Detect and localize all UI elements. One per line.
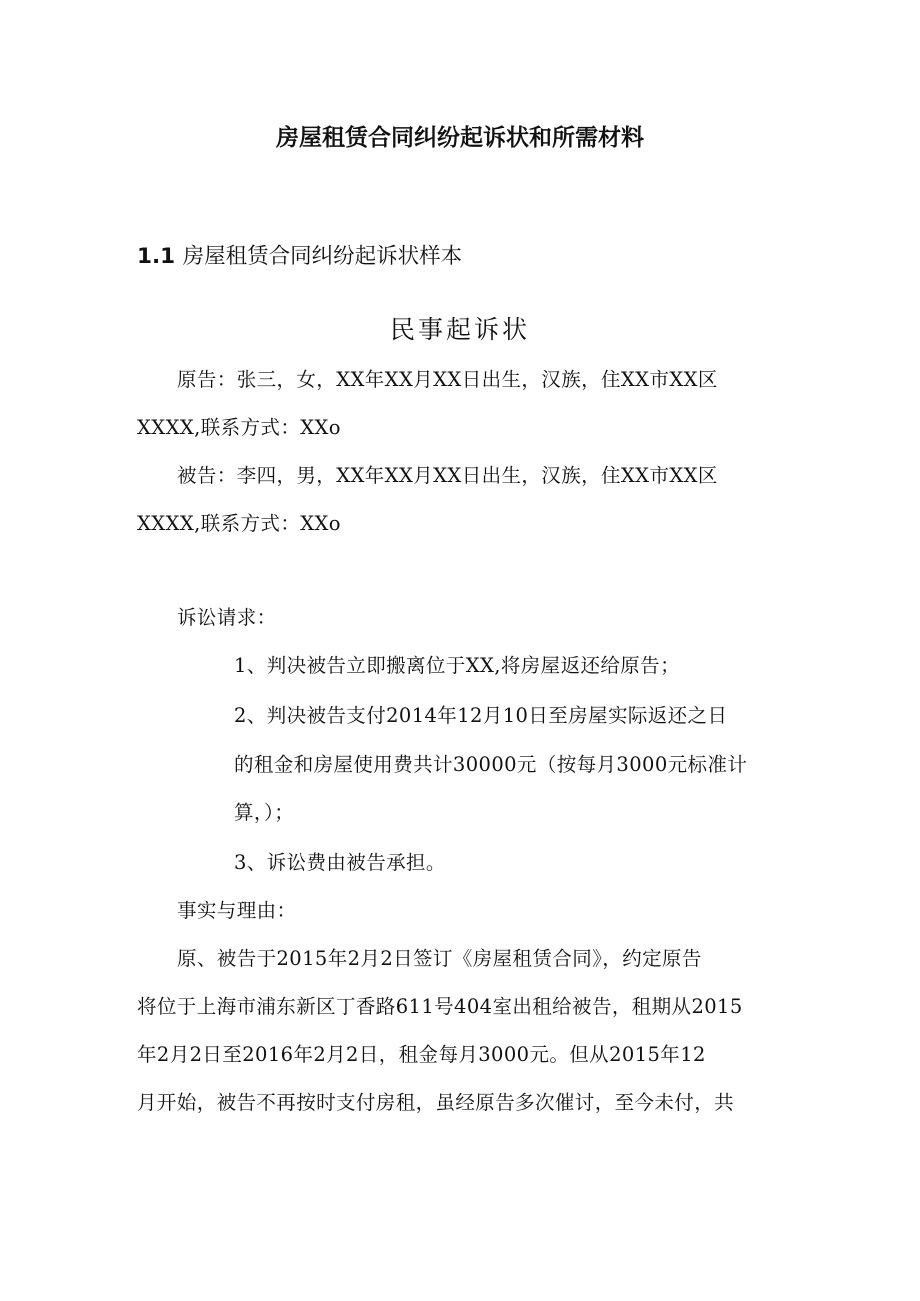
claim-item-3: 3、诉讼费由被告承担。 (234, 851, 446, 874)
document-title: 房屋租赁合同纠纷起诉状和所需材料 (276, 125, 644, 151)
facts-line-2: 将位于上海市浦东新区丁香路611号404室出租给被告，租期从2015 (137, 995, 743, 1018)
section-heading-text: 房屋租赁合同纠纷起诉状样本 (182, 244, 463, 269)
facts-line-4: 月开始，被告不再按时支付房租，虽经原告多次催讨，至今未付，共 (137, 1091, 735, 1114)
plaintiff-line-2: XXXX,联系方式：XXo (137, 416, 341, 439)
facts-line-3: 年2月2日至2016年2月2日，租金每月3000元。但从2015年12 (137, 1043, 706, 1066)
facts-heading: 事实与理由： (177, 899, 297, 922)
section-number: 1.1 (137, 244, 176, 269)
facts-line-1: 原、被告于2015年2月2日签订《房屋租赁合同》，约定原告 (177, 947, 702, 970)
defendant-line-2: XXXX,联系方式：XXo (137, 512, 341, 535)
claim-item-2-line-3: 算，）； (234, 801, 295, 824)
section-heading (137, 239, 462, 270)
plaintiff-line-1: 原告：张三，女，XX年XX月XX日出生，汉族，住XX市XX区 (177, 368, 718, 391)
complaint-title: 民事起诉状 (389, 315, 530, 344)
claim-item-2-line-2: 的租金和房屋使用费共计30000元（按每月3000元标准计 (234, 753, 748, 776)
claims-heading: 诉讼请求： (177, 606, 277, 629)
claim-item-2-line-1: 2、判决被告支付2014年12月10日至房屋实际返还之日 (234, 704, 728, 727)
defendant-line-1: 被告：李四，男，XX年XX月XX日出生，汉族，住XX市XX区 (177, 464, 718, 487)
claim-item-1: 1、判决被告立即搬离位于XX,将房屋返还给原告； (234, 654, 680, 677)
